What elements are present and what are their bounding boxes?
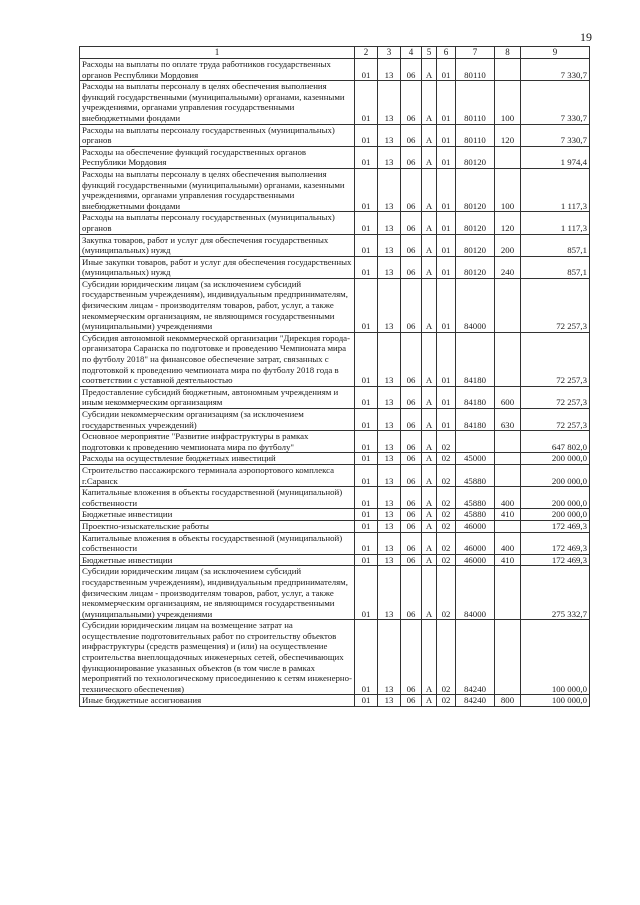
header-cell: 2	[355, 47, 378, 59]
expense-type-cell: 800	[495, 695, 521, 707]
section-code-cell: 01	[355, 431, 378, 453]
expense-type-cell: 630	[495, 409, 521, 431]
page-number: 19	[580, 30, 592, 44]
program-code-cell: 06	[401, 487, 422, 509]
event-code-cell: 02	[437, 464, 456, 486]
row-name-cell: Закупка товаров, работ и услуг для обеспечения государственных (муниципальных) нужд	[80, 234, 355, 256]
table-row	[80, 212, 590, 234]
event-code-cell: 02	[437, 520, 456, 532]
subprogram-code-cell: А	[422, 453, 437, 465]
program-code-cell: 06	[401, 234, 422, 256]
target-article-cell: 84180	[456, 386, 495, 408]
header-cell: 7	[456, 47, 495, 59]
target-article-cell: 84180	[456, 332, 495, 386]
table-row	[80, 168, 590, 211]
subsection-code-cell: 13	[378, 464, 401, 486]
program-code-cell: 06	[401, 431, 422, 453]
program-code-cell: 06	[401, 453, 422, 465]
program-code-cell: 06	[401, 566, 422, 620]
table-row	[80, 81, 590, 124]
subprogram-code-cell: А	[422, 532, 437, 554]
subprogram-code-cell: А	[422, 278, 437, 332]
subsection-code-cell: 13	[378, 554, 401, 566]
program-code-cell: 06	[401, 620, 422, 695]
program-code-cell: 06	[401, 124, 422, 146]
target-article-cell	[456, 431, 495, 453]
row-name-cell: Капитальные вложения в объекты государственной (муниципальной) собственности	[80, 487, 355, 509]
section-code-cell: 01	[355, 695, 378, 707]
event-code-cell: 02	[437, 566, 456, 620]
row-name-cell: Расходы на осуществление бюджетных инвестиций	[80, 453, 355, 465]
section-code-cell: 01	[355, 386, 378, 408]
subprogram-code-cell: А	[422, 431, 437, 453]
subsection-code-cell: 13	[378, 124, 401, 146]
subsection-code-cell: 13	[378, 487, 401, 509]
program-code-cell: 06	[401, 146, 422, 168]
target-article-cell: 46000	[456, 520, 495, 532]
amount-cell: 647 802,0	[521, 431, 590, 453]
row-name-cell: Расходы на выплаты персоналу государственных (муниципальных) органов	[80, 212, 355, 234]
expense-type-cell: 400	[495, 487, 521, 509]
table-row	[80, 453, 590, 465]
program-code-cell: 06	[401, 278, 422, 332]
table-row	[80, 509, 590, 521]
table-row	[80, 620, 590, 695]
row-name-cell: Иные закупки товаров, работ и услуг для обеспечения государственных (муниципальных) нужд	[80, 256, 355, 278]
subsection-code-cell: 13	[378, 532, 401, 554]
section-code-cell: 01	[355, 487, 378, 509]
row-name-cell: Субсидии юридическим лицам на возмещение затрат на осуществление подготовительных работ по строительству объектов инфраструктуры (средств размещения) и (или) на осуществление строительства внеплощадочных инженерных сетей, обеспечивающих функционирование указанных объектов (в том числе в рамках мероприятий по технологическому присоединению к сетям инженерно-технического обеспечения)	[80, 620, 355, 695]
subprogram-code-cell: А	[422, 520, 437, 532]
table-row	[80, 256, 590, 278]
subprogram-code-cell: А	[422, 124, 437, 146]
amount-cell: 72 257,3	[521, 332, 590, 386]
event-code-cell: 01	[437, 409, 456, 431]
amount-cell: 7 330,7	[521, 124, 590, 146]
table-row	[80, 332, 590, 386]
subsection-code-cell: 13	[378, 81, 401, 124]
amount-cell: 72 257,3	[521, 278, 590, 332]
event-code-cell: 01	[437, 81, 456, 124]
amount-cell: 172 469,3	[521, 554, 590, 566]
expense-type-cell: 200	[495, 234, 521, 256]
amount-cell: 200 000,0	[521, 453, 590, 465]
program-code-cell: 06	[401, 520, 422, 532]
subprogram-code-cell: А	[422, 409, 437, 431]
amount-cell: 72 257,3	[521, 386, 590, 408]
row-name-cell: Строительство пассажирского терминала аэропортового комплекса г.Саранск	[80, 464, 355, 486]
subsection-code-cell: 13	[378, 234, 401, 256]
section-code-cell: 01	[355, 59, 378, 81]
target-article-cell: 80120	[456, 168, 495, 211]
subsection-code-cell: 13	[378, 453, 401, 465]
expense-type-cell: 400	[495, 532, 521, 554]
section-code-cell: 01	[355, 453, 378, 465]
subprogram-code-cell: А	[422, 487, 437, 509]
target-article-cell: 84180	[456, 409, 495, 431]
event-code-cell: 01	[437, 146, 456, 168]
expense-type-cell	[495, 431, 521, 453]
target-article-cell: 80110	[456, 59, 495, 81]
table-row	[80, 566, 590, 620]
header-cell: 8	[495, 47, 521, 59]
subsection-code-cell: 13	[378, 431, 401, 453]
table-row	[80, 464, 590, 486]
event-code-cell: 01	[437, 212, 456, 234]
expense-type-cell	[495, 146, 521, 168]
row-name-cell: Бюджетные инвестиции	[80, 509, 355, 521]
program-code-cell: 06	[401, 509, 422, 521]
section-code-cell: 01	[355, 620, 378, 695]
header-cell: 1	[80, 47, 355, 59]
section-code-cell: 01	[355, 168, 378, 211]
amount-cell: 857,1	[521, 256, 590, 278]
program-code-cell: 06	[401, 386, 422, 408]
subsection-code-cell: 13	[378, 212, 401, 234]
event-code-cell: 02	[437, 554, 456, 566]
target-article-cell: 80110	[456, 124, 495, 146]
expense-type-cell: 120	[495, 212, 521, 234]
subprogram-code-cell: А	[422, 509, 437, 521]
target-article-cell: 84000	[456, 566, 495, 620]
section-code-cell: 01	[355, 520, 378, 532]
table-row	[80, 124, 590, 146]
program-code-cell: 06	[401, 59, 422, 81]
subsection-code-cell: 13	[378, 386, 401, 408]
amount-cell: 7 330,7	[521, 81, 590, 124]
program-code-cell: 06	[401, 409, 422, 431]
table-row	[80, 59, 590, 81]
expense-type-cell	[495, 520, 521, 532]
section-code-cell: 01	[355, 509, 378, 521]
amount-cell: 1 117,3	[521, 212, 590, 234]
program-code-cell: 06	[401, 81, 422, 124]
subprogram-code-cell: А	[422, 554, 437, 566]
amount-cell: 100 000,0	[521, 695, 590, 707]
section-code-cell: 01	[355, 81, 378, 124]
table-row	[80, 554, 590, 566]
subprogram-code-cell: А	[422, 620, 437, 695]
section-code-cell: 01	[355, 124, 378, 146]
target-article-cell: 80120	[456, 212, 495, 234]
event-code-cell: 02	[437, 453, 456, 465]
event-code-cell: 01	[437, 234, 456, 256]
target-article-cell: 45880	[456, 487, 495, 509]
row-name-cell: Субсидии юридическим лицам (за исключением субсидий государственным учреждениям), индивидуальным предпринимателям, физическим лицам - производителям товаров, работ, услуг, а также некоммерческим организациям, не являющимся государственными (муниципальными) учреждениями	[80, 278, 355, 332]
table-row	[80, 146, 590, 168]
expense-type-cell: 100	[495, 81, 521, 124]
subprogram-code-cell: А	[422, 464, 437, 486]
subsection-code-cell: 13	[378, 256, 401, 278]
expense-type-cell: 120	[495, 124, 521, 146]
program-code-cell: 06	[401, 532, 422, 554]
amount-cell: 275 332,7	[521, 566, 590, 620]
subsection-code-cell: 13	[378, 409, 401, 431]
expense-type-cell	[495, 464, 521, 486]
expense-type-cell	[495, 453, 521, 465]
event-code-cell: 02	[437, 695, 456, 707]
subprogram-code-cell: А	[422, 386, 437, 408]
amount-cell: 200 000,0	[521, 509, 590, 521]
row-name-cell: Основное мероприятие "Развитие инфраструктуры в рамках подготовки к проведению чемпионата мира по футболу"	[80, 431, 355, 453]
event-code-cell: 02	[437, 532, 456, 554]
target-article-cell: 84000	[456, 278, 495, 332]
target-article-cell: 46000	[456, 532, 495, 554]
row-name-cell: Капитальные вложения в объекты государственной (муниципальной) собственности	[80, 532, 355, 554]
target-article-cell: 80120	[456, 234, 495, 256]
expense-type-cell: 410	[495, 509, 521, 521]
expense-type-cell	[495, 566, 521, 620]
target-article-cell: 45880	[456, 509, 495, 521]
target-article-cell: 46000	[456, 554, 495, 566]
amount-cell: 172 469,3	[521, 520, 590, 532]
target-article-cell: 45000	[456, 453, 495, 465]
amount-cell: 857,1	[521, 234, 590, 256]
row-name-cell: Предоставление субсидий бюджетным, автономным учреждениям и иным некоммерческим организациям	[80, 386, 355, 408]
amount-cell: 1 117,3	[521, 168, 590, 211]
table-row	[80, 695, 590, 707]
table-row	[80, 386, 590, 408]
subsection-code-cell: 13	[378, 146, 401, 168]
section-code-cell: 01	[355, 332, 378, 386]
header-cell: 9	[521, 47, 590, 59]
section-code-cell: 01	[355, 409, 378, 431]
expense-type-cell	[495, 332, 521, 386]
section-code-cell: 01	[355, 464, 378, 486]
subprogram-code-cell: А	[422, 234, 437, 256]
subsection-code-cell: 13	[378, 566, 401, 620]
target-article-cell: 80120	[456, 146, 495, 168]
event-code-cell: 01	[437, 332, 456, 386]
event-code-cell: 01	[437, 386, 456, 408]
row-name-cell: Проектно-изыскательские работы	[80, 520, 355, 532]
program-code-cell: 06	[401, 695, 422, 707]
section-code-cell: 01	[355, 256, 378, 278]
program-code-cell: 06	[401, 168, 422, 211]
section-code-cell: 01	[355, 146, 378, 168]
subprogram-code-cell: А	[422, 695, 437, 707]
amount-cell: 172 469,3	[521, 532, 590, 554]
amount-cell: 200 000,0	[521, 464, 590, 486]
expense-type-cell: 600	[495, 386, 521, 408]
subsection-code-cell: 13	[378, 509, 401, 521]
expense-type-cell: 410	[495, 554, 521, 566]
subsection-code-cell: 13	[378, 278, 401, 332]
subprogram-code-cell: А	[422, 146, 437, 168]
amount-cell: 1 974,4	[521, 146, 590, 168]
expense-type-cell	[495, 278, 521, 332]
subprogram-code-cell: А	[422, 59, 437, 81]
amount-cell: 72 257,3	[521, 409, 590, 431]
subprogram-code-cell: А	[422, 168, 437, 211]
program-code-cell: 06	[401, 256, 422, 278]
event-code-cell: 02	[437, 620, 456, 695]
target-article-cell: 84240	[456, 695, 495, 707]
subprogram-code-cell: А	[422, 256, 437, 278]
target-article-cell: 80120	[456, 256, 495, 278]
header-cell: 4	[401, 47, 422, 59]
event-code-cell: 02	[437, 487, 456, 509]
target-article-cell: 45880	[456, 464, 495, 486]
row-name-cell: Расходы на выплаты персоналу государственных (муниципальных) органов	[80, 124, 355, 146]
header-cell: 3	[378, 47, 401, 59]
target-article-cell: 84240	[456, 620, 495, 695]
subsection-code-cell: 13	[378, 620, 401, 695]
row-name-cell: Расходы на выплаты персоналу в целях обеспечения выполнения функций государственными (муниципальными) органами, казенными учреждениями, органами управления государственными внебюджетными фондами	[80, 168, 355, 211]
table-row	[80, 234, 590, 256]
program-code-cell: 06	[401, 464, 422, 486]
budget-table	[79, 46, 590, 707]
subsection-code-cell: 13	[378, 168, 401, 211]
amount-cell: 7 330,7	[521, 59, 590, 81]
program-code-cell: 06	[401, 332, 422, 386]
subsection-code-cell: 13	[378, 520, 401, 532]
header-cell: 5	[422, 47, 437, 59]
event-code-cell: 01	[437, 168, 456, 211]
expense-type-cell: 100	[495, 168, 521, 211]
row-name-cell: Расходы на выплаты персоналу в целях обеспечения выполнения функций государственными (муниципальными) органами, казенными учреждениями, органами управления государственными внебюджетными фондами	[80, 81, 355, 124]
event-code-cell: 01	[437, 256, 456, 278]
table-row	[80, 278, 590, 332]
amount-cell: 200 000,0	[521, 487, 590, 509]
expense-type-cell: 240	[495, 256, 521, 278]
section-code-cell: 01	[355, 566, 378, 620]
row-name-cell: Субсидии некоммерческим организациям (за исключением государственных учреждений)	[80, 409, 355, 431]
table-row	[80, 431, 590, 453]
event-code-cell: 02	[437, 431, 456, 453]
event-code-cell: 01	[437, 59, 456, 81]
section-code-cell: 01	[355, 554, 378, 566]
subprogram-code-cell: А	[422, 566, 437, 620]
section-code-cell: 01	[355, 234, 378, 256]
subprogram-code-cell: А	[422, 332, 437, 386]
table-row	[80, 520, 590, 532]
section-code-cell: 01	[355, 212, 378, 234]
subsection-code-cell: 13	[378, 59, 401, 81]
subprogram-code-cell: А	[422, 212, 437, 234]
amount-cell: 100 000,0	[521, 620, 590, 695]
program-code-cell: 06	[401, 554, 422, 566]
row-name-cell: Расходы на выплаты по оплате труда работников государственных органов Республики Мордовия	[80, 59, 355, 81]
event-code-cell: 01	[437, 278, 456, 332]
expense-type-cell	[495, 59, 521, 81]
table-row	[80, 409, 590, 431]
table-header-row	[80, 47, 590, 59]
row-name-cell: Бюджетные инвестиции	[80, 554, 355, 566]
event-code-cell: 02	[437, 509, 456, 521]
table-row	[80, 532, 590, 554]
table-row	[80, 487, 590, 509]
section-code-cell: 01	[355, 278, 378, 332]
header-cell: 6	[437, 47, 456, 59]
subprogram-code-cell: А	[422, 81, 437, 124]
target-article-cell: 80110	[456, 81, 495, 124]
row-name-cell: Расходы на обеспечение функций государственных органов Республики Мордовия	[80, 146, 355, 168]
program-code-cell: 06	[401, 212, 422, 234]
row-name-cell: Субсидия автономной некоммерческой организации "Дирекция города-организатора Саранска по подготовке и проведению Чемпионата мира по футболу 2018" на финансовое обеспечение затрат, связанных с подготовкой к проведению чемпионата мира по футболу 2018 года в соответствии с уставной деятельностью	[80, 332, 355, 386]
expense-type-cell	[495, 620, 521, 695]
subsection-code-cell: 13	[378, 695, 401, 707]
subsection-code-cell: 13	[378, 332, 401, 386]
event-code-cell: 01	[437, 124, 456, 146]
row-name-cell: Субсидии юридическим лицам (за исключением субсидий государственным учреждениям), индивидуальным предпринимателям, физическим лицам - производителям товаров, работ, услуг, а также некоммерческим организациям, не являющимся государственными (муниципальными) учреждениями	[80, 566, 355, 620]
row-name-cell: Иные бюджетные ассигнования	[80, 695, 355, 707]
section-code-cell: 01	[355, 532, 378, 554]
